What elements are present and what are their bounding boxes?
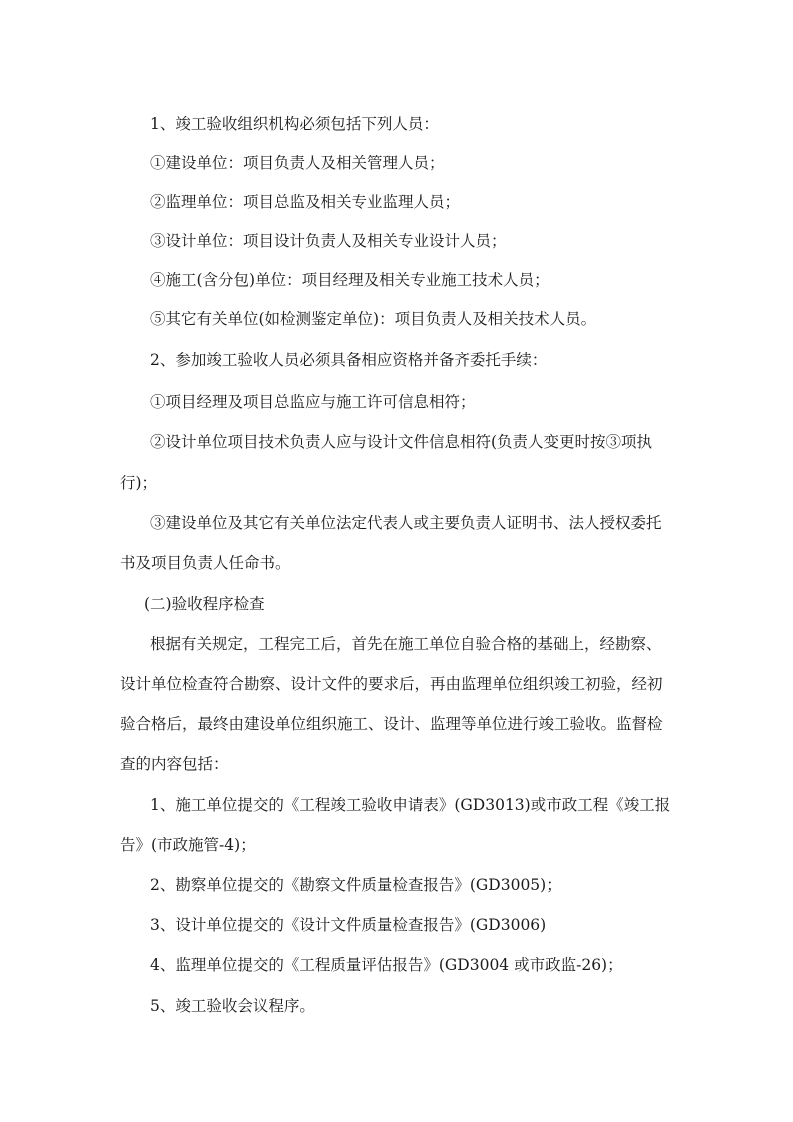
text-line-10: 行)； xyxy=(120,474,158,492)
text-line-6: ⑤其它有关单位(如检测鉴定单位)：项目负责人及相关技术人员。 xyxy=(150,310,597,328)
text-line-4: ③设计单位：项目设计负责人及相关专业设计人员； xyxy=(150,232,507,250)
text-line-11: ③建设单位及其它有关单位法定代表人或主要负责人证明书、法人授权委托 xyxy=(150,514,662,532)
text-line-9: ②设计单位项目技术负责人应与设计文件信息相符(负责人变更时按③项执 xyxy=(150,433,653,451)
text-line-18: 1、施工单位提交的《工程竣工验收申请表》(GD3013)或市政工程《竣工报 xyxy=(150,796,671,814)
text-line-19: 告》(市政施管-4)； xyxy=(120,836,256,854)
text-line-5: ④施工(含分包)单位：项目经理及相关专业施工技术人员； xyxy=(150,271,550,289)
text-line-1: 1、竣工验收组织机构必须包括下列人员： xyxy=(150,115,439,133)
text-line-16: 验合格后，最终由建设单位组织施工、设计、监理等单位进行竣工验收。监督检 xyxy=(120,715,663,733)
text-line-2: ①建设单位：项目负责人及相关管理人员； xyxy=(150,154,445,172)
text-line-23: 5、竣工验收会议程序。 xyxy=(150,997,315,1015)
text-line-22: 4、监理单位提交的《工程质量评估报告》(GD3004 或市政监-26)； xyxy=(150,956,623,974)
text-line-14: 根据有关规定，工程完工后，首先在施工单位自验合格的基础上，经勘察、 xyxy=(150,635,662,653)
text-line-12: 书及项目负责人任命书。 xyxy=(120,554,291,572)
section-heading: (二)验收程序检查 xyxy=(144,595,265,613)
text-line-15: 设计单位检查符合勘察、设计文件的要求后，再由监理单位组织竣工初验，经初 xyxy=(120,675,663,693)
text-line-3: ②监理单位：项目总监及相关专业监理人员； xyxy=(150,193,461,211)
text-line-7: 2、参加竣工验收人员必须具备相应资格并备齐委托手续： xyxy=(150,351,548,369)
text-line-20: 2、勘察单位提交的《勘察文件质量检查报告》(GD3005)； xyxy=(150,876,562,894)
text-line-17: 查的内容包括： xyxy=(120,755,229,773)
text-line-21: 3、设计单位提交的《设计文件质量检查报告》(GD3006) xyxy=(150,916,547,934)
text-line-8: ①项目经理及项目总监应与施工许可信息相符； xyxy=(150,393,476,411)
